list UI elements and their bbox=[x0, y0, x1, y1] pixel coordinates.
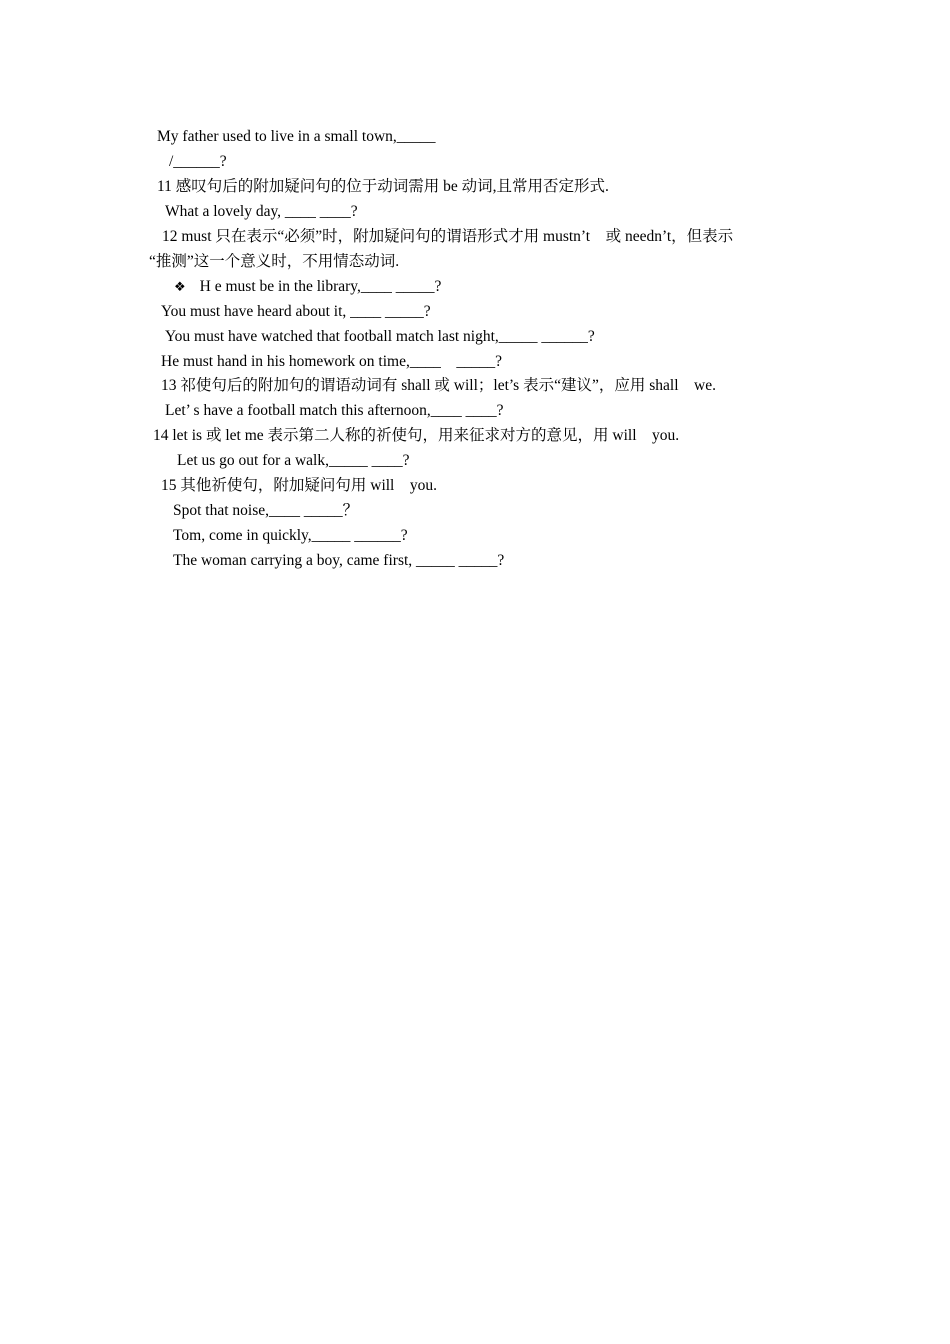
bulleted-line bbox=[174, 277, 441, 298]
text-line: The woman carrying a boy, came first, _____ _____? bbox=[173, 552, 505, 569]
text-line: /______? bbox=[169, 153, 227, 170]
text-line: 15 其他祈使句，附加疑问句用 will you. bbox=[161, 477, 437, 494]
text-line: Let us go out for a walk,_____ ____? bbox=[177, 452, 410, 469]
text-line: You must have heard about it, ____ _____? bbox=[161, 303, 431, 320]
text-line: Tom, come in quickly,_____ ______? bbox=[173, 527, 408, 544]
diamond-bullet-icon: ❖ bbox=[174, 280, 186, 295]
text-line: “推测”这一个意义时，不用情态动词. bbox=[149, 253, 400, 270]
text-line: 14 let is 或 let me 表示第二人称的祈使句，用来征求对方的意见，用 will you. bbox=[153, 427, 680, 444]
text-line: Spot that noise,____ _____？ bbox=[173, 502, 359, 519]
text-line: 11 感叹句后的附加疑问句的位于动词需用 be 动词,且常用否定形式. bbox=[157, 178, 609, 195]
text-line: 12 must 只在表示“必须”时，附加疑问句的谓语形式才用 mustn’t 或 needn’t，但表示 bbox=[162, 228, 734, 245]
text-line: He must hand in his homework on time,____ _____? bbox=[161, 353, 502, 370]
text-line: H e must be in the library,____ _____? bbox=[199, 278, 442, 295]
text-line: You must have watched that football match last night,_____ ______? bbox=[165, 328, 595, 345]
text-line: What a lovely day, ____ ____? bbox=[165, 203, 358, 220]
text-line: Let’ s have a football match this afternoon,____ ____? bbox=[165, 402, 504, 419]
text-line: 13 祁使句后的附加句的谓语动词有 shall 或 will；let’s 表示“建议”，应用 shall we. bbox=[161, 377, 716, 394]
text-line: My father used to live in a small town,_____ bbox=[157, 128, 436, 145]
